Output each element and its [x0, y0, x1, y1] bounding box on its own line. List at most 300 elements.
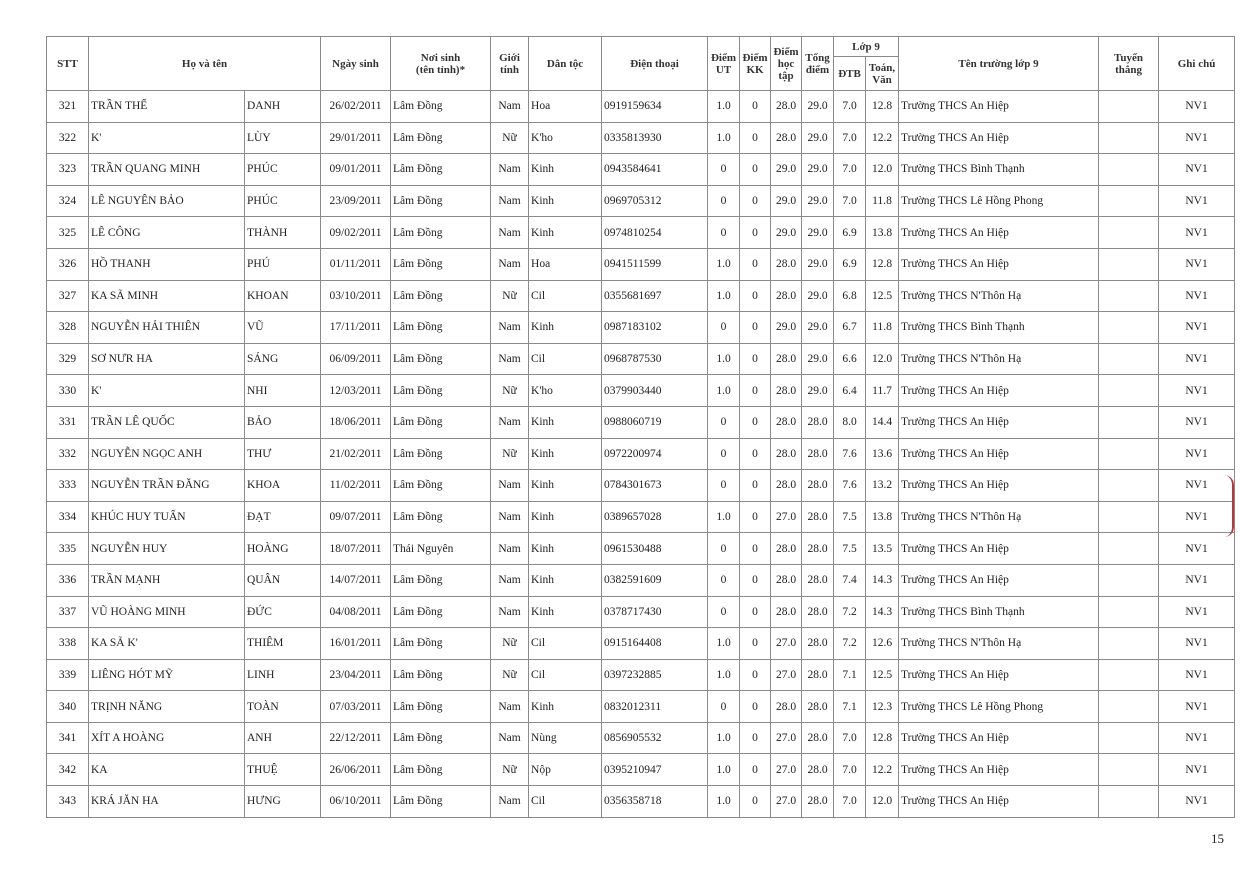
row-direct-admission	[1099, 786, 1159, 818]
row-birth-date: 12/03/2011	[321, 375, 391, 407]
table-row	[47, 343, 1235, 375]
row-gender: Nam	[491, 564, 529, 596]
row-birthplace: Lâm Đồng	[391, 312, 491, 344]
row-surname: KRÁ JĂN HA	[89, 786, 245, 818]
row-notes: NV1	[1159, 154, 1235, 186]
row-bonus-points: 0	[740, 312, 771, 344]
row-birthplace: Lâm Đồng	[391, 122, 491, 154]
header-total-points-line1: Tổng	[805, 51, 830, 64]
header-priority-points-line2: UT	[715, 63, 732, 76]
row-phone: 0961530488	[602, 533, 708, 565]
row-birthplace: Lâm Đồng	[391, 185, 491, 217]
row-stt: 342	[47, 754, 89, 786]
row-phone: 0784301673	[602, 470, 708, 502]
row-study-points: 28.0	[771, 375, 802, 407]
row-priority-points: 0	[708, 185, 740, 217]
header-gpa: ĐTB	[834, 57, 866, 91]
row-priority-points: 1.0	[708, 754, 740, 786]
row-phone: 0382591609	[602, 564, 708, 596]
row-math-literature: 11.8	[866, 312, 899, 344]
row-priority-points: 0	[708, 691, 740, 723]
row-surname: TRẦN MẠNH	[89, 564, 245, 596]
row-gender: Nam	[491, 406, 529, 438]
row-surname: KA SÃ MINH	[89, 280, 245, 312]
row-stt: 331	[47, 406, 89, 438]
row-study-points: 28.0	[771, 564, 802, 596]
row-gpa: 7.2	[834, 628, 866, 660]
table-body	[47, 91, 1235, 818]
header-priority-points	[708, 37, 740, 91]
row-total-points: 28.0	[802, 564, 834, 596]
row-math-literature: 14.3	[866, 564, 899, 596]
row-math-literature: 12.5	[866, 280, 899, 312]
row-surname: VŨ HOÀNG MINH	[89, 596, 245, 628]
row-birthplace: Thái Nguyên	[391, 533, 491, 565]
row-bonus-points: 0	[740, 691, 771, 723]
row-direct-admission	[1099, 154, 1159, 186]
row-study-points: 28.0	[771, 248, 802, 280]
row-math-literature: 13.2	[866, 470, 899, 502]
row-stt: 332	[47, 438, 89, 470]
row-study-points: 28.0	[771, 438, 802, 470]
row-given-name: ĐỨC	[245, 596, 321, 628]
row-birth-date: 16/01/2011	[321, 628, 391, 660]
row-priority-points: 0	[708, 596, 740, 628]
header-birth-date: Ngày sinh	[321, 37, 391, 91]
table-row	[47, 501, 1235, 533]
row-notes: NV1	[1159, 470, 1235, 502]
row-math-literature: 13.8	[866, 217, 899, 249]
row-gpa: 7.4	[834, 564, 866, 596]
row-school-name: Trường THCS Bình Thạnh	[899, 312, 1099, 344]
row-total-points: 29.0	[802, 185, 834, 217]
table-row	[47, 217, 1235, 249]
row-bonus-points: 0	[740, 564, 771, 596]
row-phone: 0832012311	[602, 691, 708, 723]
header-bonus-points-line2: KK	[746, 63, 764, 76]
row-ethnicity: Kinh	[529, 564, 602, 596]
row-bonus-points: 0	[740, 501, 771, 533]
row-ethnicity: Cil	[529, 343, 602, 375]
row-study-points: 28.0	[771, 343, 802, 375]
row-gender: Nam	[491, 470, 529, 502]
row-birth-date: 04/08/2011	[321, 596, 391, 628]
row-birth-date: 22/12/2011	[321, 722, 391, 754]
row-bonus-points: 0	[740, 375, 771, 407]
row-direct-admission	[1099, 312, 1159, 344]
row-birthplace: Lâm Đồng	[391, 470, 491, 502]
row-ethnicity: Kinh	[529, 533, 602, 565]
row-total-points: 28.0	[802, 659, 834, 691]
row-math-literature: 14.4	[866, 406, 899, 438]
row-given-name: DANH	[245, 91, 321, 123]
row-total-points: 28.0	[802, 470, 834, 502]
row-gender: Nữ	[491, 375, 529, 407]
row-total-points: 29.0	[802, 91, 834, 123]
row-notes: NV1	[1159, 280, 1235, 312]
row-direct-admission	[1099, 280, 1159, 312]
row-surname: XÍT A HOÀNG	[89, 722, 245, 754]
row-gpa: 7.0	[834, 122, 866, 154]
row-birth-date: 07/03/2011	[321, 691, 391, 723]
row-birthplace: Lâm Đồng	[391, 722, 491, 754]
row-gender: Nữ	[491, 280, 529, 312]
row-stt: 343	[47, 786, 89, 818]
header-direct-admission-line2: thẳng	[1115, 63, 1142, 76]
row-gpa: 7.1	[834, 659, 866, 691]
row-gpa: 7.0	[834, 185, 866, 217]
row-stt: 334	[47, 501, 89, 533]
header-gender-line1: Giới	[499, 51, 520, 64]
row-total-points: 29.0	[802, 375, 834, 407]
row-surname: KA SÃ K'	[89, 628, 245, 660]
row-ethnicity: Kinh	[529, 312, 602, 344]
row-birthplace: Lâm Đồng	[391, 375, 491, 407]
table-row	[47, 438, 1235, 470]
row-study-points: 27.0	[771, 501, 802, 533]
row-gpa: 6.9	[834, 217, 866, 249]
row-priority-points: 1.0	[708, 122, 740, 154]
row-total-points: 29.0	[802, 312, 834, 344]
row-gender: Nữ	[491, 122, 529, 154]
row-math-literature: 12.8	[866, 248, 899, 280]
row-surname: TRẦN QUANG MINH	[89, 154, 245, 186]
row-stt: 335	[47, 533, 89, 565]
row-surname: SƠ NƯR HA	[89, 343, 245, 375]
row-direct-admission	[1099, 564, 1159, 596]
header-math-literature-line2: Văn	[872, 73, 892, 86]
table-row	[47, 185, 1235, 217]
row-gpa: 7.0	[834, 786, 866, 818]
row-gpa: 8.0	[834, 406, 866, 438]
row-priority-points: 1.0	[708, 786, 740, 818]
row-birth-date: 09/01/2011	[321, 154, 391, 186]
table-row	[47, 691, 1235, 723]
row-given-name: THIÊM	[245, 628, 321, 660]
row-ethnicity: K'ho	[529, 122, 602, 154]
row-surname: KHÚC HUY TUẤN	[89, 501, 245, 533]
row-school-name: Trường THCS An Hiệp	[899, 470, 1099, 502]
row-notes: NV1	[1159, 217, 1235, 249]
margin-bracket-mark	[1222, 475, 1234, 537]
row-phone: 0941511599	[602, 248, 708, 280]
row-gpa: 6.9	[834, 248, 866, 280]
row-math-literature: 11.8	[866, 185, 899, 217]
row-priority-points: 1.0	[708, 248, 740, 280]
row-school-name: Trường THCS An Hiệp	[899, 564, 1099, 596]
row-math-literature: 12.5	[866, 659, 899, 691]
row-notes: NV1	[1159, 375, 1235, 407]
row-notes: NV1	[1159, 343, 1235, 375]
header-gender-line2: tính	[500, 63, 519, 76]
table-row	[47, 533, 1235, 565]
row-gpa: 7.6	[834, 470, 866, 502]
row-gpa: 6.4	[834, 375, 866, 407]
row-ethnicity: Kinh	[529, 406, 602, 438]
header-phone: Điện thoại	[602, 37, 708, 91]
row-study-points: 27.0	[771, 659, 802, 691]
row-surname: TRẦN LÊ QUỐC	[89, 406, 245, 438]
row-gender: Nam	[491, 691, 529, 723]
row-gpa: 7.1	[834, 691, 866, 723]
row-school-name: Trường THCS An Hiệp	[899, 406, 1099, 438]
row-total-points: 28.0	[802, 438, 834, 470]
row-birth-date: 06/10/2011	[321, 786, 391, 818]
row-stt: 340	[47, 691, 89, 723]
row-math-literature: 11.7	[866, 375, 899, 407]
row-total-points: 29.0	[802, 343, 834, 375]
table-row	[47, 375, 1235, 407]
row-gender: Nam	[491, 217, 529, 249]
row-math-literature: 12.2	[866, 754, 899, 786]
row-direct-admission	[1099, 501, 1159, 533]
row-given-name: ANH	[245, 722, 321, 754]
row-priority-points: 0	[708, 217, 740, 249]
row-priority-points: 1.0	[708, 343, 740, 375]
header-bonus-points	[740, 37, 771, 91]
row-given-name: LINH	[245, 659, 321, 691]
row-total-points: 28.0	[802, 596, 834, 628]
row-phone: 0968787530	[602, 343, 708, 375]
row-school-name: Trường THCS Bình Thạnh	[899, 596, 1099, 628]
row-direct-admission	[1099, 438, 1159, 470]
row-school-name: Trường THCS An Hiệp	[899, 375, 1099, 407]
row-study-points: 28.0	[771, 470, 802, 502]
row-notes: NV1	[1159, 533, 1235, 565]
row-gender: Nam	[491, 91, 529, 123]
row-total-points: 28.0	[802, 406, 834, 438]
row-bonus-points: 0	[740, 91, 771, 123]
row-math-literature: 12.3	[866, 691, 899, 723]
row-phone: 0915164408	[602, 628, 708, 660]
row-given-name: THƯ	[245, 438, 321, 470]
header-math-literature-line1: Toán,	[868, 61, 896, 74]
row-gender: Nam	[491, 312, 529, 344]
row-direct-admission	[1099, 722, 1159, 754]
row-given-name: QUÂN	[245, 564, 321, 596]
row-priority-points: 0	[708, 470, 740, 502]
row-birthplace: Lâm Đồng	[391, 564, 491, 596]
row-birthplace: Lâm Đồng	[391, 438, 491, 470]
row-direct-admission	[1099, 248, 1159, 280]
row-direct-admission	[1099, 185, 1159, 217]
row-math-literature: 12.0	[866, 154, 899, 186]
row-phone: 0974810254	[602, 217, 708, 249]
row-school-name: Trường THCS An Hiệp	[899, 91, 1099, 123]
row-total-points: 28.0	[802, 786, 834, 818]
header-direct-admission-line1: Tuyển	[1114, 51, 1143, 64]
row-study-points: 28.0	[771, 691, 802, 723]
row-notes: NV1	[1159, 185, 1235, 217]
header-birthplace-line2: (tên tỉnh)*	[415, 63, 466, 76]
row-notes: NV1	[1159, 248, 1235, 280]
row-birthplace: Lâm Đồng	[391, 501, 491, 533]
row-gender: Nam	[491, 533, 529, 565]
row-phone: 0355681697	[602, 280, 708, 312]
row-surname: NGUYỄN NGỌC ANH	[89, 438, 245, 470]
row-ethnicity: Cil	[529, 659, 602, 691]
row-stt: 330	[47, 375, 89, 407]
row-direct-admission	[1099, 596, 1159, 628]
row-ethnicity: Kinh	[529, 596, 602, 628]
row-priority-points: 0	[708, 406, 740, 438]
row-direct-admission	[1099, 406, 1159, 438]
row-study-points: 27.0	[771, 754, 802, 786]
row-phone: 0356358718	[602, 786, 708, 818]
row-birthplace: Lâm Đồng	[391, 343, 491, 375]
row-gender: Nam	[491, 154, 529, 186]
row-ethnicity: Cil	[529, 786, 602, 818]
row-total-points: 29.0	[802, 280, 834, 312]
row-gender: Nữ	[491, 754, 529, 786]
row-given-name: LÙY	[245, 122, 321, 154]
row-bonus-points: 0	[740, 280, 771, 312]
row-phone: 0856905532	[602, 722, 708, 754]
row-bonus-points: 0	[740, 596, 771, 628]
row-birthplace: Lâm Đồng	[391, 280, 491, 312]
row-bonus-points: 0	[740, 470, 771, 502]
row-notes: NV1	[1159, 628, 1235, 660]
row-study-points: 29.0	[771, 185, 802, 217]
row-surname: HỒ THANH	[89, 248, 245, 280]
row-surname: TRẦN THẾ	[89, 91, 245, 123]
row-surname: TRỊNH NĂNG	[89, 691, 245, 723]
row-priority-points: 1.0	[708, 659, 740, 691]
row-bonus-points: 0	[740, 217, 771, 249]
row-gender: Nữ	[491, 628, 529, 660]
row-given-name: PHÚC	[245, 185, 321, 217]
row-stt: 327	[47, 280, 89, 312]
row-notes: NV1	[1159, 786, 1235, 818]
row-birth-date: 26/02/2011	[321, 91, 391, 123]
row-school-name: Trường THCS An Hiệp	[899, 786, 1099, 818]
header-study-points	[771, 37, 802, 91]
row-birth-date: 26/06/2011	[321, 754, 391, 786]
row-total-points: 28.0	[802, 691, 834, 723]
row-phone: 0919159634	[602, 91, 708, 123]
row-direct-admission	[1099, 343, 1159, 375]
row-birth-date: 23/04/2011	[321, 659, 391, 691]
row-priority-points: 0	[708, 564, 740, 596]
row-gender: Nam	[491, 248, 529, 280]
row-stt: 321	[47, 91, 89, 123]
row-ethnicity: K'ho	[529, 375, 602, 407]
row-school-name: Trường THCS N'Thôn Hạ	[899, 501, 1099, 533]
row-math-literature: 12.0	[866, 786, 899, 818]
table-row	[47, 596, 1235, 628]
row-surname: LIÊNG HÓT MỸ	[89, 659, 245, 691]
header-study-points-line1: Điểm	[773, 45, 799, 58]
header-ethnicity: Dân tộc	[529, 37, 602, 91]
row-gpa: 6.8	[834, 280, 866, 312]
row-priority-points: 1.0	[708, 91, 740, 123]
row-school-name: Trường THCS An Hiệp	[899, 659, 1099, 691]
row-surname: K'	[89, 122, 245, 154]
row-school-name: Trường THCS An Hiệp	[899, 438, 1099, 470]
row-birth-date: 21/02/2011	[321, 438, 391, 470]
row-phone: 0389657028	[602, 501, 708, 533]
row-ethnicity: Cil	[529, 280, 602, 312]
row-school-name: Trường THCS An Hiệp	[899, 754, 1099, 786]
row-gender: Nam	[491, 722, 529, 754]
row-birth-date: 17/11/2011	[321, 312, 391, 344]
row-school-name: Trường THCS An Hiệp	[899, 217, 1099, 249]
row-birthplace: Lâm Đồng	[391, 248, 491, 280]
row-gpa: 7.0	[834, 91, 866, 123]
table-header	[47, 37, 1235, 91]
row-direct-admission	[1099, 533, 1159, 565]
row-stt: 324	[47, 185, 89, 217]
row-study-points: 27.0	[771, 722, 802, 754]
table-row	[47, 786, 1235, 818]
row-birthplace: Lâm Đồng	[391, 596, 491, 628]
row-ethnicity: Kinh	[529, 217, 602, 249]
row-phone: 0397232885	[602, 659, 708, 691]
row-total-points: 28.0	[802, 722, 834, 754]
row-given-name: NHI	[245, 375, 321, 407]
row-given-name: HƯNG	[245, 786, 321, 818]
row-ethnicity: Kinh	[529, 691, 602, 723]
row-total-points: 29.0	[802, 122, 834, 154]
table-row	[47, 248, 1235, 280]
row-gpa: 7.0	[834, 754, 866, 786]
row-study-points: 28.0	[771, 406, 802, 438]
row-ethnicity: Nộp	[529, 754, 602, 786]
row-gender: Nữ	[491, 438, 529, 470]
row-math-literature: 12.6	[866, 628, 899, 660]
row-gpa: 6.6	[834, 343, 866, 375]
row-priority-points: 0	[708, 154, 740, 186]
row-math-literature: 12.0	[866, 343, 899, 375]
header-stt: STT	[47, 37, 89, 91]
row-phone: 0335813930	[602, 122, 708, 154]
row-priority-points: 1.0	[708, 501, 740, 533]
row-total-points: 28.0	[802, 501, 834, 533]
row-priority-points: 1.0	[708, 280, 740, 312]
row-school-name: Trường THCS N'Thôn Hạ	[899, 628, 1099, 660]
row-phone: 0969705312	[602, 185, 708, 217]
row-math-literature: 14.3	[866, 596, 899, 628]
header-gender	[491, 37, 529, 91]
row-math-literature: 12.8	[866, 91, 899, 123]
row-notes: NV1	[1159, 91, 1235, 123]
row-phone: 0379903440	[602, 375, 708, 407]
row-phone: 0987183102	[602, 312, 708, 344]
row-ethnicity: Kinh	[529, 470, 602, 502]
row-direct-admission	[1099, 754, 1159, 786]
row-gender: Nam	[491, 185, 529, 217]
row-given-name: ĐẠT	[245, 501, 321, 533]
header-school-name: Tên trường lớp 9	[899, 37, 1099, 91]
row-school-name: Trường THCS Lê Hồng Phong	[899, 185, 1099, 217]
row-surname: LÊ CÔNG	[89, 217, 245, 249]
row-gender: Nam	[491, 786, 529, 818]
header-notes: Ghi chú	[1159, 37, 1235, 91]
row-notes: NV1	[1159, 501, 1235, 533]
row-math-literature: 12.8	[866, 722, 899, 754]
row-given-name: THUỆ	[245, 754, 321, 786]
row-birth-date: 09/02/2011	[321, 217, 391, 249]
row-priority-points: 1.0	[708, 722, 740, 754]
row-total-points: 28.0	[802, 533, 834, 565]
row-direct-admission	[1099, 217, 1159, 249]
row-bonus-points: 0	[740, 438, 771, 470]
row-notes: NV1	[1159, 406, 1235, 438]
row-priority-points: 0	[708, 312, 740, 344]
row-surname: NGUYỄN HẢI THIÊN	[89, 312, 245, 344]
header-math-literature	[866, 57, 899, 91]
row-stt: 326	[47, 248, 89, 280]
